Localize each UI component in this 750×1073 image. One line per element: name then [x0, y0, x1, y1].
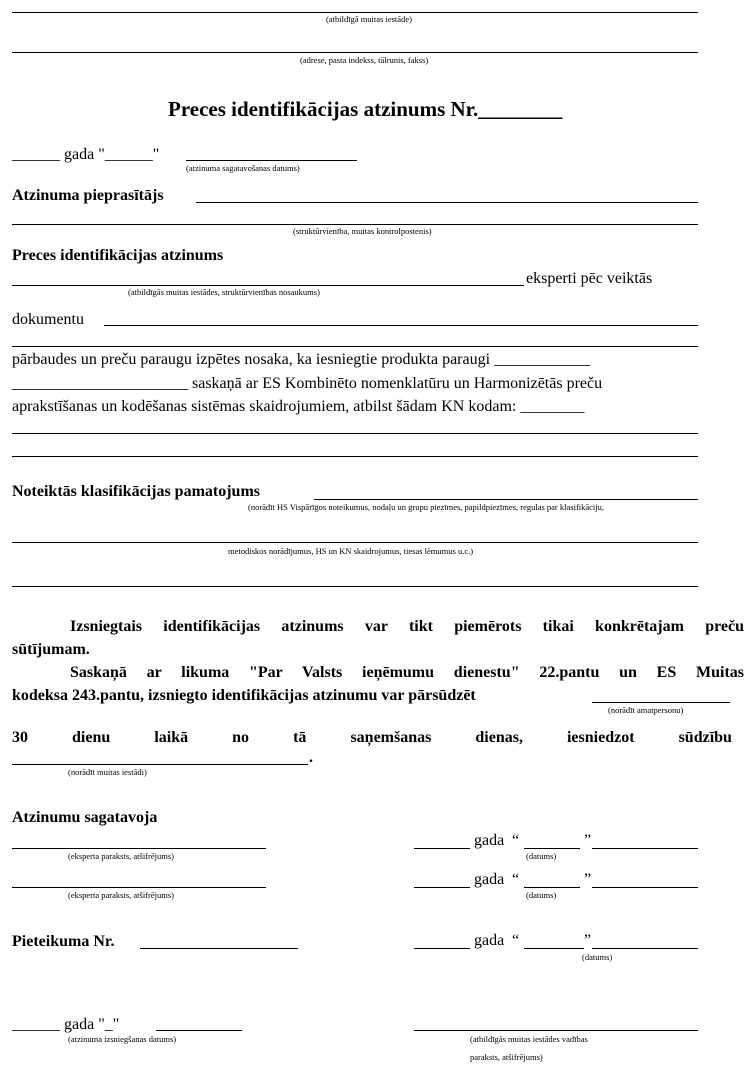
application-label: Pieteikuma Nr.: [12, 933, 115, 950]
documents-line[interactable]: [104, 325, 698, 326]
requester-caption: (struktūrvienība, muitas kontrolpostenis): [293, 226, 432, 236]
experts-text: eksperti pēc veiktās: [526, 270, 653, 287]
kn-code-line-2[interactable]: [12, 456, 698, 457]
notice-p1-line1: Izsniegtais identifikācijas atzinums var tikt piemērots tikai konkrētajam preču: [70, 618, 744, 635]
requester-line[interactable]: [196, 202, 698, 203]
opinion-heading: Preces identifikācijas atzinums: [12, 247, 224, 264]
prepared-label: Atzinumu sagatavoja: [12, 809, 158, 826]
application-date-caption: (datums): [582, 952, 613, 962]
official-line[interactable]: [592, 702, 730, 703]
address-line[interactable]: [12, 52, 698, 53]
notice-word: 30: [12, 729, 28, 746]
justification-line-2[interactable]: [12, 542, 698, 543]
notice-word: sūdzību: [678, 729, 732, 746]
preparation-date-line[interactable]: [186, 160, 357, 161]
documents-label: dokumentu: [12, 311, 84, 328]
justification-line[interactable]: [314, 499, 698, 500]
notice-p2-line1: Saskaņā ar likuma "Par Valsts ieņēmumu dienestu" 22.pantu un ES Muitas: [70, 664, 744, 681]
date-2-gada: gada: [474, 871, 505, 888]
application-number-line[interactable]: [140, 948, 298, 949]
kn-code-line-1[interactable]: [12, 433, 698, 434]
official-caption: (norādīt amatpersonu): [608, 705, 684, 715]
application-day-line[interactable]: [524, 948, 584, 949]
date-2-month-line[interactable]: [592, 887, 698, 888]
justification-line-3[interactable]: [12, 586, 698, 587]
signer-2-caption: (eksperta paraksts, atšifrējums): [68, 890, 174, 900]
justification-caption-1: (norādīt HS Vispārīgos noteikumus, nodaļu un grupu piezīmes, papildpiezīmes, regulas par klasifikāciju,: [248, 502, 605, 512]
date-2-caption: (datums): [526, 890, 557, 900]
notice-word: no: [232, 729, 250, 746]
appeal-authority-caption: (norādīt muitas iestādi): [68, 767, 147, 777]
opinion-body-line2: ______________________ saskaņā ar ES Kombinēto nomenklatūru un Harmonizētās preču: [12, 375, 603, 392]
application-open-quote: “: [512, 932, 520, 949]
notice-word: saņemšanas: [350, 729, 432, 746]
date-1-day-line[interactable]: [524, 848, 580, 849]
documents-line-2[interactable]: [12, 346, 698, 347]
opinion-body-line1: pārbaudes un preču paraugu izpētes nosaka, ka iesniegtie produkta paraugi ____________: [12, 351, 591, 368]
issue-date[interactable]: ______ gada "_": [12, 1016, 120, 1033]
address-caption: (adrese, pasta indekss, tālrunis, fakss): [300, 55, 429, 65]
application-year-line[interactable]: [414, 948, 470, 949]
preparation-date[interactable]: ______ gada "______": [12, 146, 160, 163]
experts-line[interactable]: [12, 285, 524, 286]
head-caption-line2: paraksts, atšifrējums): [470, 1052, 543, 1062]
notice-p3-words: [12, 728, 732, 747]
notice-word: iesniedzot: [566, 729, 635, 746]
opinion-body-line3: aprakstīšanas un kodēšanas sistēmas skaidrojumiem, atbilst šādam KN kodam: ________: [12, 398, 585, 415]
signer-1-line[interactable]: [12, 848, 266, 849]
appeal-period: .: [309, 749, 313, 766]
application-close-quote: ”: [584, 932, 592, 949]
date-1-open-quote: “: [512, 832, 520, 849]
date-2-year-line[interactable]: [414, 887, 470, 888]
signer-2-line[interactable]: [12, 887, 266, 888]
date-1-close-quote: ”: [584, 832, 592, 849]
issue-date-line[interactable]: [156, 1030, 242, 1031]
preparation-date-caption: (atzinuma sagatavošanas datums): [186, 163, 300, 173]
head-caption-line1: (atbildīgās muitas iestādes vadības: [470, 1034, 588, 1044]
date-1-caption: (datums): [526, 851, 557, 861]
notice-word: dienas,: [475, 729, 523, 746]
date-2-day-line[interactable]: [524, 887, 580, 888]
document-title: Preces identifikācijas atzinums Nr.________: [168, 97, 563, 121]
requester-line-2[interactable]: [12, 224, 698, 225]
application-gada: gada: [474, 932, 505, 949]
notice-p2-line2: kodeksa 243.pantu, izsniegto identifikācijas atzinumu var pārsūdzēt: [12, 687, 476, 704]
authority-line[interactable]: [12, 12, 698, 13]
date-2-open-quote: “: [512, 871, 520, 888]
notice-word: laikā: [154, 729, 189, 746]
signer-1-caption: (eksperta paraksts, atšifrējums): [68, 851, 174, 861]
justification-caption-2: metodiskos norādījumus, HS un KN skaidrojumus, tiesas lēmumus u.c.): [228, 546, 474, 556]
application-month-line[interactable]: [592, 948, 698, 949]
head-signature-line[interactable]: [414, 1030, 698, 1031]
justification-label: Noteiktās klasifikācijas pamatojums: [12, 483, 261, 500]
requester-label: Atzinuma pieprasītājs: [12, 187, 164, 204]
date-1-month-line[interactable]: [592, 848, 698, 849]
date-1-gada: gada: [474, 832, 505, 849]
notice-p1-line2: sūtījumam.: [12, 641, 90, 658]
appeal-authority-line[interactable]: [12, 764, 308, 765]
authority-caption: (atbildīgā muitas iestāde): [326, 14, 412, 24]
notice-word: dienu: [72, 729, 111, 746]
date-2-close-quote: ”: [584, 871, 592, 888]
date-1-year-line[interactable]: [414, 848, 470, 849]
notice-word: tā: [293, 729, 307, 746]
experts-caption: (atbildīgās muitas iestādes, struktūrvienības nosaukums): [128, 287, 320, 297]
issue-date-caption: (atzinuma izsniegšanas datums): [68, 1034, 177, 1044]
